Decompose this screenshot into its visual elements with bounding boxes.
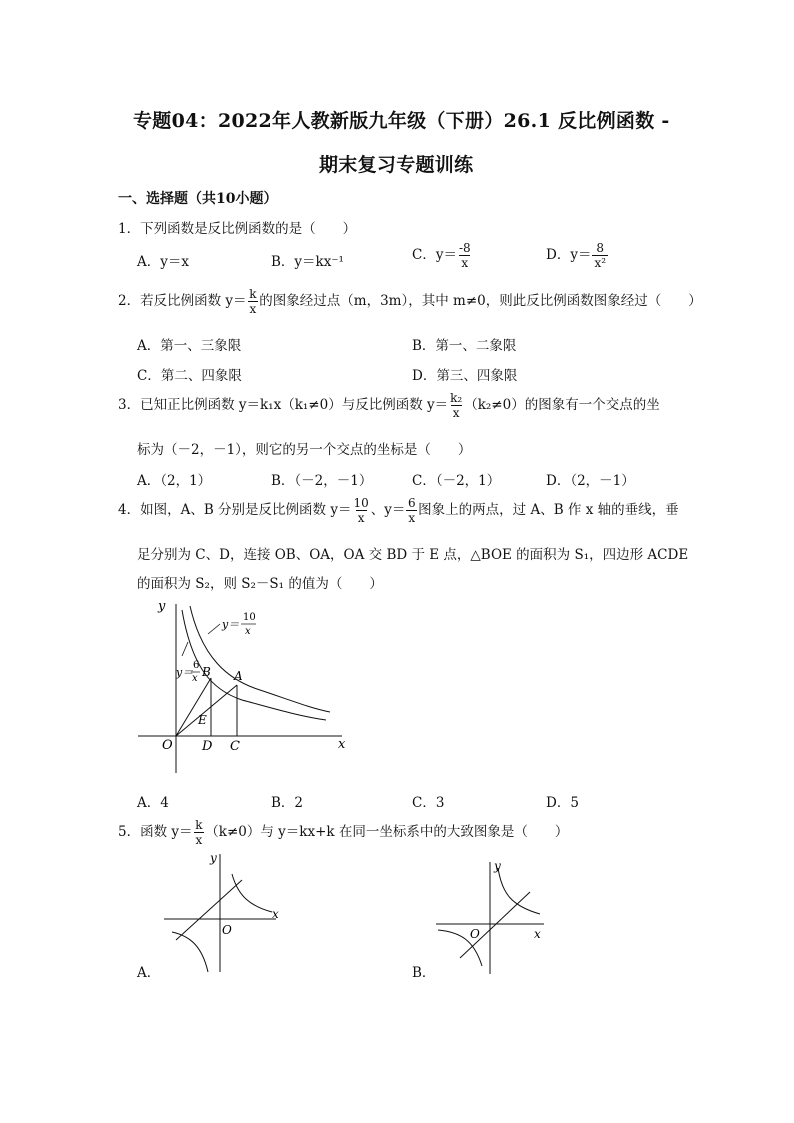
q5b-label-y: y: [494, 859, 501, 873]
q4-stem-line-3: 的面积为 S₂，则 S₂－S₁ 的值为（ ）: [137, 576, 383, 592]
q1-option-c-label: C．y＝: [412, 247, 457, 263]
q4-segment-ob: [176, 678, 211, 736]
q4-stem-part-a: 4．如图，A、B 分别是反比例函数 y＝: [118, 502, 352, 518]
q2-stem-part-b: 的图象经过点（m，3m），其中 m≠0，则此反比例函数图象经过（ ）: [259, 293, 702, 309]
q1-fraction-d-num: 8: [596, 241, 605, 255]
q2-fraction-den: x: [249, 302, 257, 316]
page-subtitle: 期末复习专题训练: [319, 154, 474, 176]
q4-fraction-2-den: x: [408, 511, 416, 525]
q5-stem-part-b: （k≠0）与 y＝kx+k 在同一坐标系中的大致图象是（ ）: [205, 824, 569, 840]
q5-graph-a: [158, 848, 298, 978]
q5b-hyperbola-upper: [498, 868, 540, 914]
q3-option-a: A．（2，1）: [137, 473, 212, 489]
q4-label-o: O: [162, 738, 173, 753]
q3-stem-line-2: 标为（－2，－1），则它的另一个交点的坐标是（ ）: [137, 442, 472, 458]
q4-label-c: C: [230, 739, 240, 754]
q3-stem-part-b: （k₂≠0）的图象有一个交点的坐: [464, 397, 660, 413]
q1-fraction-d-den: x²: [594, 256, 607, 270]
q1-option-a: A．y＝x: [137, 254, 189, 270]
q4-label-x: x: [338, 737, 346, 752]
q4-segment-oa: [176, 685, 237, 736]
q4-stem-part-b: 图象上的两点，过 A、B 作 x 轴的垂线，垂: [418, 502, 679, 518]
question-5-stem: [118, 819, 568, 846]
q4-label-a: A: [234, 669, 243, 683]
q5a-label-y: y: [210, 851, 217, 865]
q5a-label-o: O: [222, 923, 232, 937]
q3-option-b: B．（－2，－1）: [271, 473, 373, 489]
q4-curve-label-6-num: 6: [193, 660, 200, 671]
q5b-line: [460, 892, 530, 958]
q4-arrow-to-big-curve: [208, 624, 220, 634]
q4-option-a: A．4: [137, 795, 169, 811]
q1-option-b: B．y＝kx⁻¹: [271, 254, 344, 270]
q5-graph-b: [434, 858, 554, 978]
q2-option-d: D．第三、四象限: [412, 368, 518, 384]
q5-fraction-den: x: [195, 833, 203, 847]
q5-fraction-num: k: [195, 818, 203, 832]
q5a-hyperbola-lower: [172, 932, 208, 972]
page-title: 专题04：2022年人教新版九年级（下册）26.1 反比例函数 -: [133, 110, 670, 132]
q4-curve-label-10-num: 10: [243, 612, 256, 623]
q4-option-c: C．3: [412, 795, 445, 811]
q2-option-b: B．第一、二象限: [412, 338, 517, 354]
q2-option-c: C．第二、四象限: [137, 368, 242, 384]
q4-fraction-2: [406, 497, 417, 524]
q4-label-y: y: [158, 599, 166, 614]
q4-figure: [130, 598, 370, 778]
q4-option-b: B．2: [271, 795, 304, 811]
q4-curve-label-10-den: x: [245, 626, 251, 637]
q3-fraction: [449, 392, 463, 419]
q4-curve-label-6-den: x: [192, 673, 198, 684]
q4-option-d: D．5: [546, 795, 579, 811]
q3-option-c: C．（－2，1）: [412, 473, 501, 489]
question-1-stem: 1．下列函数是反比例函数的是（ ）: [118, 221, 357, 237]
q3-fraction-den: x: [452, 406, 460, 420]
question-2-stem: [118, 288, 702, 315]
q4-stem-mid: 、y＝: [370, 502, 406, 518]
q3-stem-part-a: 3．已知正比例函数 y＝k₁x（k₁≠0）与反比例函数 y＝: [118, 397, 449, 413]
q4-label-e: E: [198, 713, 207, 727]
q4-fraction-1-num: 10: [353, 496, 369, 510]
q5-option-b-label: B．: [412, 965, 436, 981]
q5b-label-o: O: [470, 927, 480, 941]
q3-fraction-num: k₂: [450, 391, 463, 405]
q4-fraction-1-den: x: [357, 511, 365, 525]
q1-fraction-c: [458, 242, 472, 269]
q1-option-d: [546, 242, 609, 269]
q4-arrow-to-small-curve: [182, 642, 188, 656]
q1-fraction-d: [592, 242, 608, 269]
q1-fraction-c-num: -8: [458, 241, 471, 255]
q1-option-d-label: D．y＝: [546, 247, 592, 263]
q4-fraction-1: [352, 497, 369, 524]
section-heading: 一、选择题（共10小题）: [118, 191, 278, 207]
q4-fraction-2-num: 6: [407, 496, 416, 510]
q2-fraction: [248, 288, 259, 315]
question-3-stem: [118, 392, 660, 419]
q1-option-c: [412, 242, 473, 269]
q2-fraction-num: k: [249, 287, 257, 301]
question-4-stem: [118, 497, 679, 524]
q5a-label-x: x: [272, 907, 279, 921]
q4-label-b: B: [202, 665, 211, 679]
q3-option-d: D．（2，－1）: [546, 473, 635, 489]
q5-stem-part-a: 5．函数 y＝: [118, 824, 193, 840]
q5a-line: [176, 880, 242, 940]
q5b-label-x: x: [534, 927, 541, 941]
q2-stem-part-a: 2．若反比例函数 y＝: [118, 293, 247, 309]
q4-stem-line-2: 足分别为 C、D，连接 OB、OA，OA 交 BD 于 E 点，△BOE 的面积为 S₁，四边形 ACDE: [137, 547, 689, 563]
q5-option-a-label: A．: [137, 965, 161, 981]
q1-fraction-c-den: x: [461, 256, 469, 270]
q4-curve-label-10-prefix: y＝: [222, 618, 240, 631]
q2-option-a: A．第一、三象限: [137, 338, 242, 354]
q5-fraction: [194, 819, 205, 846]
q4-label-d: D: [202, 739, 213, 754]
q4-curve-label-6-prefix: y＝: [176, 666, 194, 679]
q5a-hyperbola-upper: [232, 874, 272, 912]
